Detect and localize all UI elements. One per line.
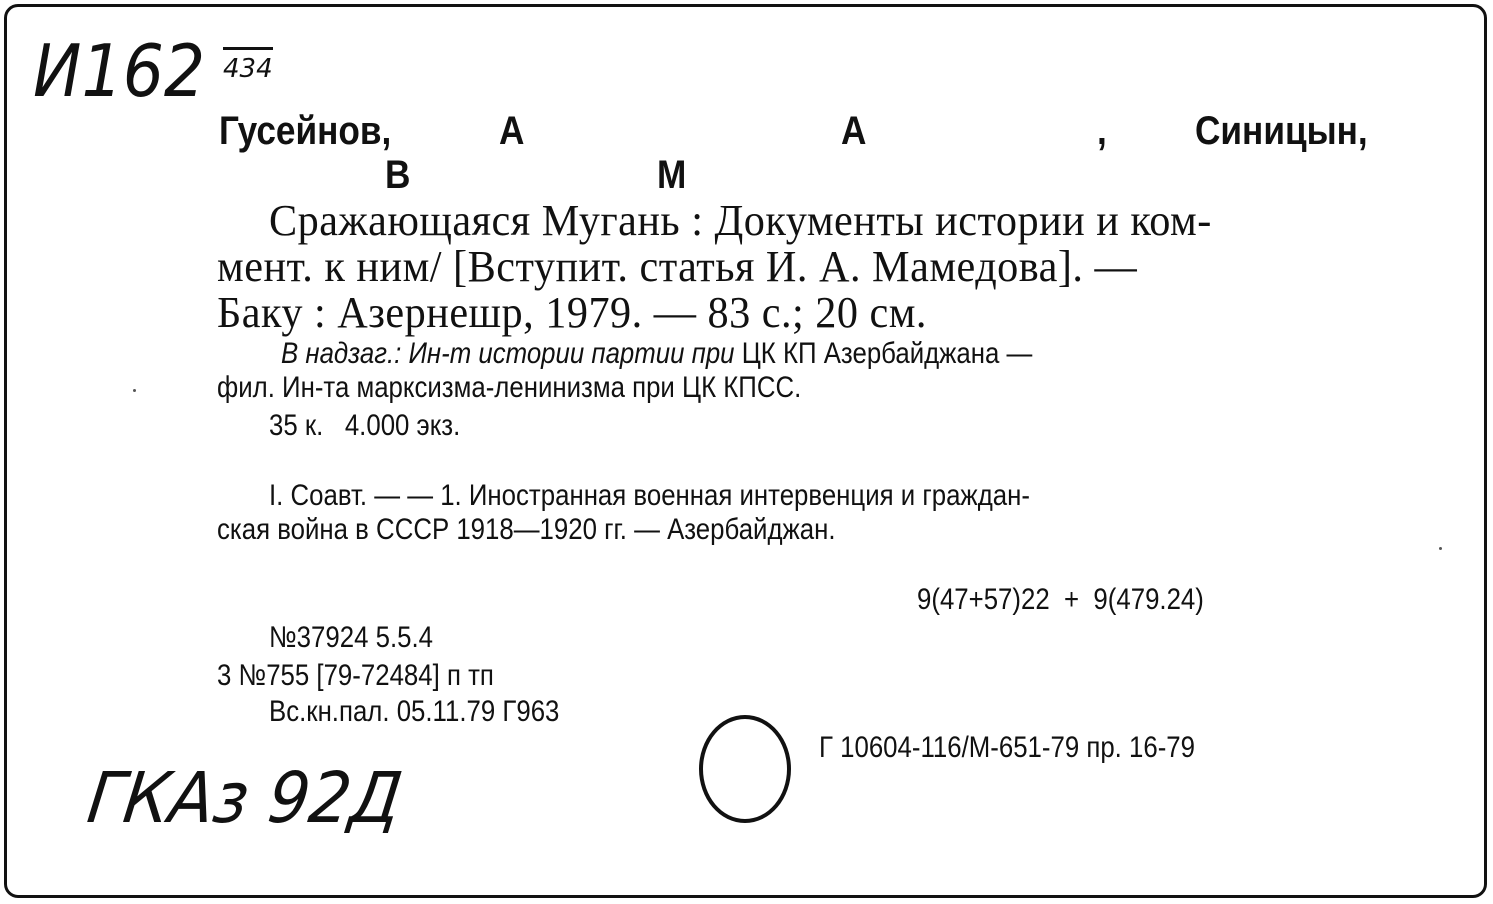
note-line-1-italic: В надзаг.: Ин-т истории партии при [281,337,735,370]
classification-index: 9(47+57)22 + 9(479.24) [917,583,1204,616]
circle-mark [699,715,791,823]
author-second-surname: Синицын, [1195,109,1368,153]
author-second-initial-1: В [385,153,411,197]
registry-line-3: Вс.кн.пал. 05.11.79 Г963 [269,695,560,728]
catalog-card [4,4,1487,898]
registry-line-1: №37924 5.5.4 [269,621,433,654]
handwritten-index: 434 [223,47,273,82]
title-line-2: мент. к ним/ [Вступит. статья И. А. Мамедова]. — [217,242,1138,291]
note-line-1-rest: ЦК КП Азербайджана — [734,337,1033,370]
note-line-1 [281,339,1032,369]
subject-line-1: I. Соавт. — — 1. Иностранная военная интервенция и граждан- [269,479,1030,512]
handwritten-call-number: И162 [33,29,206,113]
title-line-3: Баку : Азернешр, 1979. — 83 с.; 20 см. [217,288,927,337]
speck-right [1439,547,1442,550]
handwritten-bottom-code: ГКАз 92Д [83,757,407,839]
subject-line-2: ская война в СССР 1918—1920 гг. — Азербайджан. [217,513,836,546]
title-line-1: Сражающаяся Мугань : Документы истории и ком- [269,196,1212,245]
publisher-code-line: Г 10604-116/М-651-79 пр. 16-79 [819,731,1196,764]
registry-line-2: 3 №755 [79-72484] п тп [217,659,494,692]
author-first-initial-2: А [841,109,867,153]
note-line-2: фил. Ин-та марксизма-ленинизма при ЦК КПСС. [217,371,802,404]
speck-left [133,389,136,392]
author-first-initial-1: А [499,109,525,153]
price-and-print-run: 35 к. 4.000 экз. [269,409,461,442]
author-first-surname: Гусейнов, [219,109,392,153]
author-second-initial-2: М [657,153,687,197]
author-separator-comma: , [1097,109,1107,153]
